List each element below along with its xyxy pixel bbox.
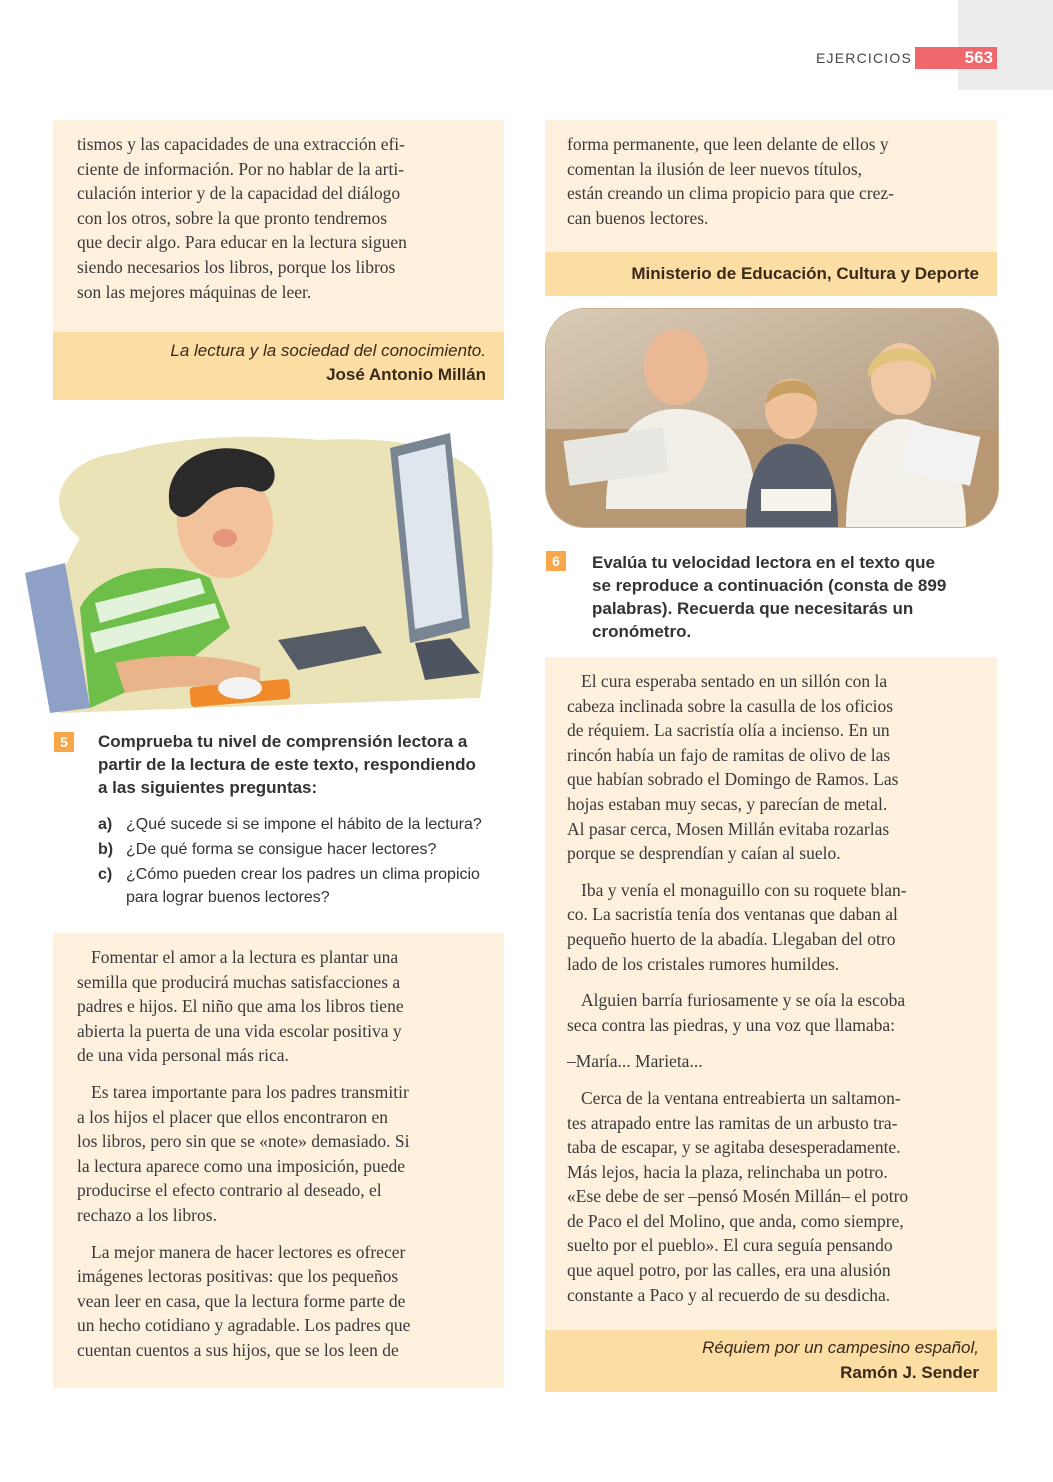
- text-line: que aquel potro, por las calles, era una alusión: [567, 1260, 891, 1281]
- text-line: siendo necesarios los libros, porque los libros: [77, 256, 396, 277]
- text-line: ciente de información. Por no hablar de la arti-: [77, 158, 405, 179]
- text-line: –María... Marieta...: [567, 1051, 703, 1072]
- paragraph: [567, 988, 979, 1037]
- quote-box-left: [53, 120, 504, 332]
- text-box-right: [545, 657, 997, 1330]
- quote-text: [77, 132, 486, 304]
- boy-cheek: [213, 529, 237, 547]
- source-title: La lectura y la sociedad del conocimiento.: [170, 341, 486, 360]
- text-line: a los hijos el placer que ellos encontraron en: [77, 1106, 389, 1127]
- question-text: ¿Qué sucede si se impone el hábito de la lectura?: [126, 816, 482, 833]
- text-line: padres e hijos. El niño que ama los libros tiene: [77, 996, 404, 1017]
- text-line: Es tarea importante para los padres transmitir: [91, 1081, 409, 1102]
- father-head: [644, 329, 708, 405]
- text-line: Cerca de la ventana entreabierta un saltamon-: [581, 1087, 901, 1108]
- quote-source-band-left: [53, 332, 504, 400]
- text-line: de Paco el del Molino, que anda, como siempre,: [567, 1210, 904, 1231]
- question-item: [98, 863, 508, 909]
- exercise-instruction: [592, 551, 992, 643]
- text-line: Iba y venía el monaguillo con su roquete blan-: [581, 879, 907, 900]
- text-line: pequeño huerto de la abadía. Llegaban del otro: [567, 928, 896, 949]
- source-author: José Antonio Millán: [326, 365, 486, 384]
- text-line: seca contra las piedras, y una voz que llamaba:: [567, 1014, 895, 1035]
- text-line: rincón había un fajo de ramitas de olivo de las: [567, 744, 891, 765]
- text-line: «Ese debe de ser –pensó Mosén Millán– el potro: [567, 1186, 909, 1207]
- question-text: ¿De qué forma se consigue hacer lectores?: [126, 841, 437, 858]
- text-line: producirse el efecto contrario al deseado, el: [77, 1180, 382, 1201]
- paragraph: [567, 669, 979, 866]
- text-line: semilla que producirá muchas satisfacciones a: [77, 971, 401, 992]
- text-line: constante a Paco y al recuerdo de su desdicha.: [567, 1284, 891, 1305]
- text-line: Más lejos, hacia la plaza, relinchaba un potro.: [567, 1161, 888, 1182]
- instruction-line: partir de la lectura de este texto, respondiendo: [98, 755, 476, 774]
- family-reading-photo: [545, 308, 999, 528]
- text-line: vean leer en casa, que la lectura forme parte de: [77, 1290, 406, 1311]
- section-label: EJERCICIOS: [816, 50, 913, 66]
- instruction-line: se reproduce a continuación (consta de 899: [592, 576, 947, 595]
- text-line: tismos y las capacidades de una extracción efi-: [77, 134, 405, 154]
- text-line: taba de escapar, y se agitaba desesperadamente.: [567, 1137, 901, 1158]
- text-line: Al pasar cerca, Mosen Millán evitaba rozarlas: [567, 818, 890, 839]
- text-line: cuentan cuentos a sus hijos, que se los leen de: [77, 1339, 399, 1360]
- question-text: ¿Cómo pueden crear los padres un clima propicio: [126, 866, 480, 883]
- text-line: que decir algo. Para educar en la lectura siguen: [77, 232, 407, 253]
- text-line: de una vida personal más rica.: [77, 1045, 289, 1066]
- quote-source-band-right-bottom: [545, 1330, 997, 1392]
- quote-source-band-right: [545, 252, 997, 296]
- boy-computer-illustration: [20, 428, 500, 718]
- text-line: lado de los cristales rumores humildes.: [567, 953, 840, 974]
- text-line: un hecho cotidiano y agradable. Los padres que: [77, 1315, 411, 1336]
- text-line: co. La sacristía tenía dos ventanas que daban al: [567, 904, 898, 925]
- text-line: son las mejores máquinas de leer.: [77, 281, 312, 302]
- paragraph: [567, 878, 979, 976]
- text-line: Alguien barría furiosamente y se oía la escoba: [581, 990, 906, 1011]
- text-line: comentan la ilusión de leer nuevos títulos,: [567, 158, 863, 179]
- text-line: hojas estaban muy secas, y parecían de metal.: [567, 793, 888, 814]
- page-edge-band: [958, 0, 1053, 90]
- paragraph: [77, 1080, 486, 1228]
- text-line: suelto por el pueblo». El cura seguía pensando: [567, 1235, 893, 1256]
- question-letter: a): [98, 816, 113, 833]
- instruction-line: palabras). Recuerda que necesitarás un: [592, 599, 914, 618]
- text-line: can buenos lectores.: [567, 207, 709, 228]
- text-line: cabeza inclinada sobre la casulla de los oficios: [567, 695, 894, 716]
- photo-graphic: [546, 309, 998, 527]
- mouse-shape: [218, 677, 262, 699]
- text-line: tes atrapado entre las ramitas de un arbusto tra-: [567, 1112, 898, 1133]
- text-line: la lectura aparece como una imposición, puede: [77, 1155, 405, 1176]
- text-line: de réquiem. La sacristía olía a incienso. En un: [567, 720, 890, 741]
- question-item: [98, 813, 508, 836]
- text-line: abierta la puerta de una vida escolar positiva y: [77, 1020, 402, 1041]
- source-author: Ramón J. Sender: [840, 1363, 979, 1382]
- question-letter: b): [98, 841, 114, 858]
- exercise-number-badge: 5: [54, 732, 74, 752]
- text-line: forma permanente, que leen delante de ellos y: [567, 134, 889, 154]
- exercise-instruction: [98, 730, 508, 799]
- text-line: porque se desprendían y caían al suelo.: [567, 843, 841, 864]
- source-organization: Ministerio de Educación, Cultura y Deporte: [631, 264, 979, 283]
- paragraph: [567, 1049, 979, 1074]
- paragraph: [77, 1240, 486, 1363]
- page-number: 563: [915, 47, 997, 69]
- text-box-left: [53, 933, 504, 1388]
- paragraph: [567, 1086, 979, 1307]
- source-title: Réquiem por un campesino español,: [702, 1338, 979, 1357]
- question-letter: c): [98, 866, 113, 883]
- instruction-line: a las siguientes preguntas:: [98, 778, 318, 797]
- quote-box-right: [545, 120, 997, 252]
- instruction-line: Comprueba tu nivel de comprensión lectora a: [98, 732, 468, 751]
- text-line: rechazo a los libros.: [77, 1204, 217, 1225]
- text-line: los libros, pero sin que se «note» demasiado. Si: [77, 1131, 410, 1152]
- instruction-line: Evalúa tu velocidad lectora en el texto que: [592, 553, 935, 572]
- paragraph: [77, 945, 486, 1068]
- text-line: con los otros, sobre la que pronto tendremos: [77, 207, 388, 228]
- question-item: [98, 838, 508, 861]
- text-line: La mejor manera de hacer lectores es ofrecer: [91, 1241, 406, 1262]
- exercise-number-badge: 6: [546, 551, 566, 571]
- text-line: que habían sobrado el Domingo de Ramos. Las: [567, 769, 899, 790]
- text-line: imágenes lectoras positivas: que los pequeños: [77, 1266, 399, 1287]
- question-list: [98, 813, 508, 911]
- text-line: El cura esperaba sentado en un sillón con la: [581, 671, 888, 691]
- instruction-line: cronómetro.: [592, 622, 692, 641]
- text-line: Fomentar el amor a la lectura es plantar una: [91, 947, 399, 967]
- question-text: para lograr buenos lectores?: [126, 889, 330, 906]
- text-line: culación interior y de la capacidad del diálogo: [77, 183, 401, 204]
- text-line: están creando un clima propicio para que crez-: [567, 183, 894, 204]
- book-shape: [761, 489, 831, 511]
